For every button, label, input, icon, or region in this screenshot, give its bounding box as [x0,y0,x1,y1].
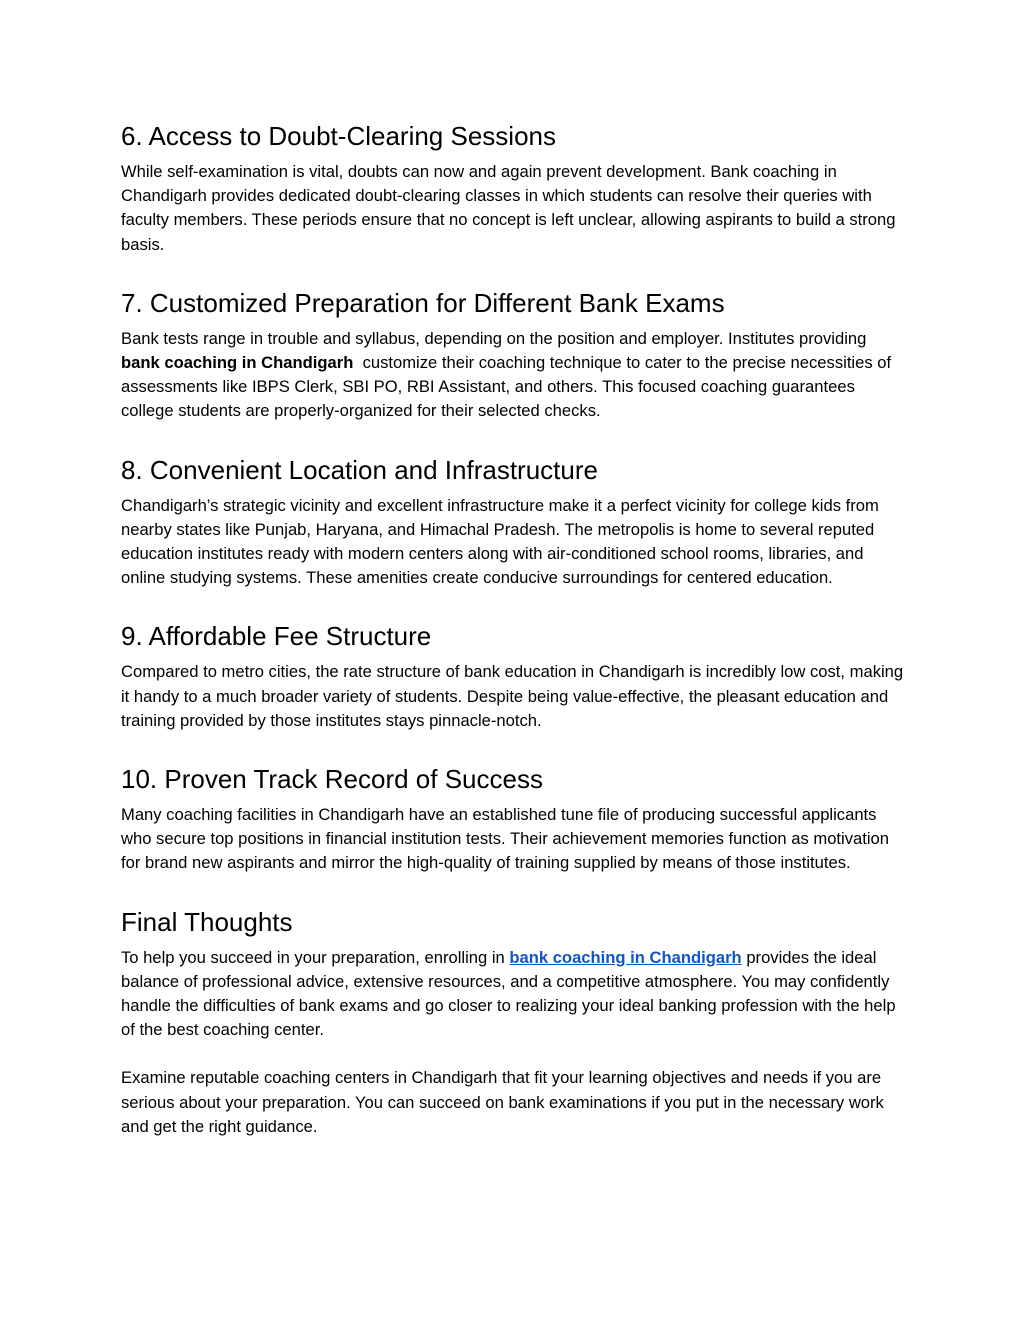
body-text: customize their coaching technique to cater to the precise necessities of assessments like IBPS Clerk, SBI PO, RBI Assistant, and others. This focused coaching guarantees college students are properly-organized for their selected checks. [121,353,896,421]
section-heading: 7. Customized Preparation for Different Bank Exams [121,287,725,318]
section-customized-preparation [121,287,908,424]
body-text: To help you succeed in your preparation, enrolling in [121,947,510,967]
section-body: Many coaching facilities in Chandigarh have an established tune file of producing successful applicants who secure top positions in financial institution tests. Their achievement memories function as motivation for brand new aspirants and mirror the high-quality of training supplied by means of those institutes. [121,805,889,873]
closing-paragraph: Examine reputable coaching centers in Chandigarh that fit your learning objectives and needs if you are serious about your preparation. You can succeed on bank examinations if you put in the necessary work and get the right guidance. [121,1068,884,1136]
section-fee-structure [121,620,908,733]
section-track-record [121,763,908,876]
section-doubt-clearing [121,120,908,257]
section-body [121,327,908,424]
section-body [121,946,908,1043]
section-body: Chandigarh’s strategic vicinity and excellent infrastructure make it a perfect vicinity for college kids from nearby states like Punjab, Haryana, and Himachal Pradesh. The metropolis is home to several reputed education institutes ready with modern centers along with air-conditioned school rooms, libraries, and online studying systems. These amenities create conducive surroundings for centered education. [121,495,879,588]
section-heading: 6. Access to Doubt-Clearing Sessions [121,121,556,151]
body-text: provides the ideal balance of professional advice, extensive resources, and a competitive atmosphere. You may confidently handle the difficulties of bank exams and go closer to realizing your ideal banking profession with the help of the best coaching center. [121,947,896,1040]
bank-coaching-link[interactable]: bank coaching in Chandigarh [509,947,742,967]
bold-keyword: bank coaching in Chandigarh [121,353,354,373]
section-heading: 8. Convenient Location and Infrastructure [121,454,598,485]
section-heading: Final Thoughts [121,906,293,937]
section-body: Compared to metro cities, the rate structure of bank education in Chandigarh is incredibly low cost, making it handy to a much broader variety of students. Despite being value-effective, the pleasant education and training provided by those institutes stays pinnacle-notch. [121,662,904,730]
section-body: While self-examination is vital, doubts can now and again prevent development. Bank coaching in Chandigarh provides dedicated doubt-clearing classes in which students can resolve their queries with faculty members. These periods ensure that no concept is left unclear, allowing aspirants to build a strong basis. [121,162,896,254]
section-heading: 9. Affordable Fee Structure [121,621,432,652]
section-location-infrastructure [121,454,908,591]
section-heading: 10. Proven Track Record of Success [121,764,543,795]
body-text: Bank tests range in trouble and syllabus, depending on the position and employer. Institutes providing [121,328,867,348]
section-final-thoughts [121,906,908,1139]
